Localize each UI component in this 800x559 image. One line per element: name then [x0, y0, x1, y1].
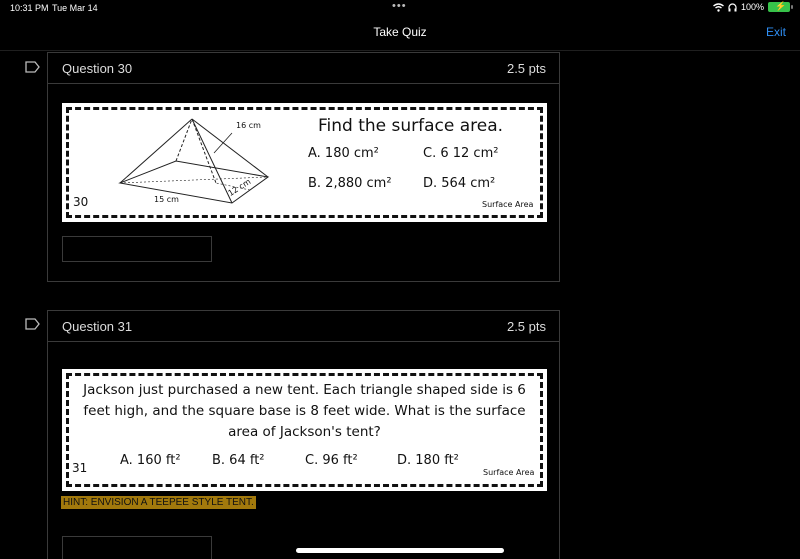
battery-percent: 100%: [740, 2, 764, 12]
status-time: 10:31 PM: [10, 3, 49, 13]
answer-input[interactable]: [62, 536, 212, 559]
topic-tag: Surface Area: [482, 200, 534, 209]
answer-input[interactable]: [62, 236, 212, 262]
question-points: 2.5 pts: [506, 61, 546, 76]
choice-a: A. 160 ft²: [120, 453, 181, 468]
flag-question-icon[interactable]: [25, 318, 41, 330]
topic-tag: Surface Area: [483, 468, 535, 477]
status-date: Tue Mar 14: [52, 3, 98, 13]
headphones-icon: [728, 3, 737, 12]
question-title: Question 30: [62, 61, 133, 76]
status-indicators: [713, 2, 790, 12]
question-title: Question 31: [62, 319, 133, 334]
problem-number: 30: [73, 195, 89, 209]
dim-label-bottom: 15 cm: [154, 195, 179, 204]
choice-a: A. 180 cm²: [308, 146, 379, 161]
wifi-icon: [713, 3, 724, 12]
question-30-card: [47, 52, 560, 282]
dim-label-side: 12 cm: [226, 177, 253, 198]
pyramid-diagram: [116, 111, 316, 211]
choice-c: C. 6 12 cm²: [423, 146, 499, 161]
status-bar: [0, 0, 800, 16]
question-header: [48, 53, 559, 84]
question-points: 2.5 pts: [506, 319, 546, 334]
choice-d: D. 180 ft²: [397, 453, 459, 468]
exit-button[interactable]: Exit: [765, 25, 786, 39]
choice-b: B. 2,880 cm²: [308, 176, 392, 191]
nav-bar: [0, 16, 800, 50]
problem-prompt: Find the surface area.: [318, 116, 504, 136]
problem-number: 31: [72, 461, 88, 475]
choice-c: C. 96 ft²: [305, 453, 358, 468]
choice-d: D. 564 cm²: [423, 176, 496, 191]
problem-prompt: [72, 380, 537, 443]
prompt-line: feet high, and the square base is 8 feet wide. What is the surface: [83, 403, 526, 419]
prompt-line: area of Jackson's tent?: [228, 424, 381, 440]
dim-label-top: 16 cm: [236, 121, 261, 130]
prompt-line: Jackson just purchased a new tent. Each triangle shaped side is 6: [83, 382, 526, 398]
question-image: [62, 103, 547, 222]
nav-divider: [0, 50, 800, 51]
hint-text: HINT: ENVISION A TEEPEE STYLE TENT.: [63, 497, 254, 508]
flag-question-icon[interactable]: [25, 61, 41, 73]
question-31-card: [47, 310, 560, 559]
multitasking-dots-icon[interactable]: •••: [392, 0, 407, 12]
question-image: [62, 369, 547, 491]
home-indicator[interactable]: [296, 548, 504, 553]
page-title: Take Quiz: [373, 25, 427, 39]
choice-b: B. 64 ft²: [212, 453, 265, 468]
battery-icon: ⚡: [768, 2, 790, 12]
question-header: [48, 311, 559, 342]
